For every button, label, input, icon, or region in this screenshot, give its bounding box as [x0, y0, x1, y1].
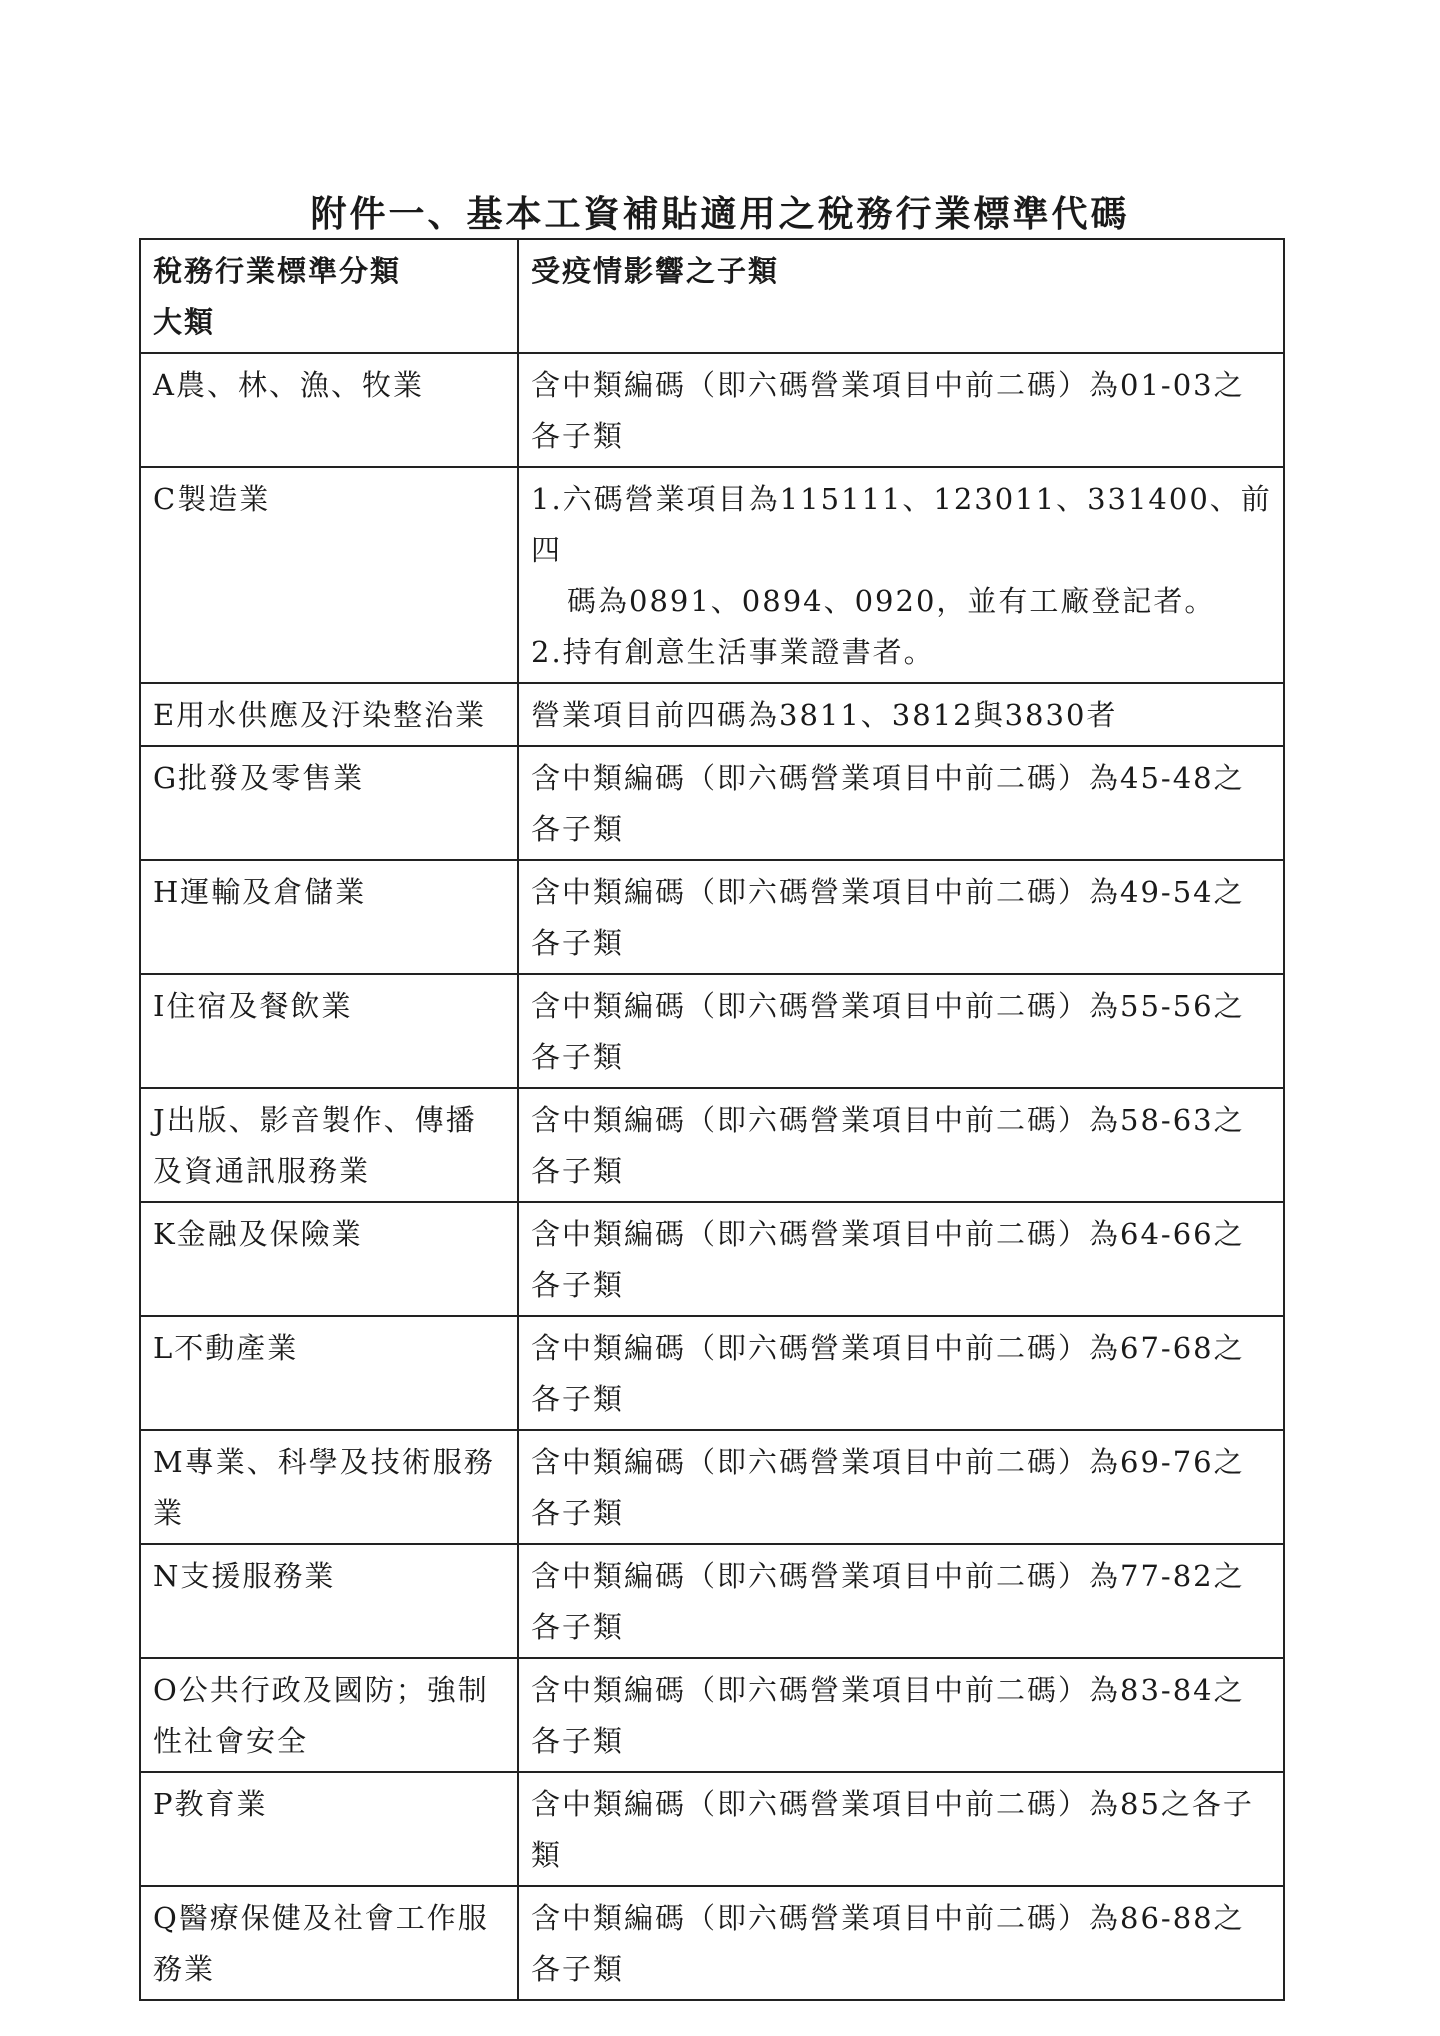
- subtype-item-1-line-1: 1.六碼營業項目為115111、123011、331400、前四: [531, 482, 1272, 567]
- table-row: [140, 1544, 1284, 1658]
- table-row: [140, 683, 1284, 746]
- subtype-cell: 含中類編碼（即六碼營業項目中前二碼）為45-48之各子類: [518, 746, 1284, 860]
- category-cell: G批發及零售業: [140, 746, 518, 860]
- category-cell: J出版、影音製作、傳播及資通訊服務業: [140, 1088, 518, 1202]
- category-cell: H運輸及倉儲業: [140, 860, 518, 974]
- category-cell: Q醫療保健及社會工作服務業: [140, 1886, 518, 2000]
- subtype-cell: 含中類編碼（即六碼營業項目中前二碼）為01-03之各子類: [518, 353, 1284, 467]
- table-row: [140, 1430, 1284, 1544]
- header-subtype: 受疫情影響之子類: [518, 239, 1284, 353]
- category-cell: N支援服務業: [140, 1544, 518, 1658]
- subtype-item-2: 2.持有創意生活事業證書者。: [531, 635, 935, 669]
- subtype-cell: [518, 467, 1284, 683]
- category-cell: P教育業: [140, 1772, 518, 1886]
- header-category-line1: 稅務行業標準分類: [153, 254, 402, 288]
- industry-code-table: [139, 238, 1285, 2001]
- subtype-cell: 含中類編碼（即六碼營業項目中前二碼）為58-63之各子類: [518, 1088, 1284, 1202]
- page-title: 附件一、基本工資補貼適用之稅務行業標準代碼: [310, 193, 1130, 235]
- subtype-cell: 含中類編碼（即六碼營業項目中前二碼）為69-76之各子類: [518, 1430, 1284, 1544]
- table-row: [140, 467, 1284, 683]
- table-row: [140, 1202, 1284, 1316]
- subtype-cell: 含中類編碼（即六碼營業項目中前二碼）為64-66之各子類: [518, 1202, 1284, 1316]
- subtype-cell: 含中類編碼（即六碼營業項目中前二碼）為55-56之各子類: [518, 974, 1284, 1088]
- category-cell: M專業、科學及技術服務業: [140, 1430, 518, 1544]
- subtype-cell: 含中類編碼（即六碼營業項目中前二碼）為67-68之各子類: [518, 1316, 1284, 1430]
- category-cell: C製造業: [140, 467, 518, 683]
- category-cell: K金融及保險業: [140, 1202, 518, 1316]
- table-row: [140, 974, 1284, 1088]
- table-header-row: [140, 239, 1284, 353]
- subtype-cell: 含中類編碼（即六碼營業項目中前二碼）為86-88之各子類: [518, 1886, 1284, 2000]
- table-row: [140, 1658, 1284, 1772]
- subtype-cell: 含中類編碼（即六碼營業項目中前二碼）為77-82之各子類: [518, 1544, 1284, 1658]
- subtype-cell: 含中類編碼（即六碼營業項目中前二碼）為49-54之各子類: [518, 860, 1284, 974]
- table-row: [140, 353, 1284, 467]
- table-row: [140, 860, 1284, 974]
- table-row: [140, 1886, 1284, 2000]
- table-row: [140, 1772, 1284, 1886]
- category-cell: I住宿及餐飲業: [140, 974, 518, 1088]
- subtype-cell: 含中類編碼（即六碼營業項目中前二碼）為83-84之各子類: [518, 1658, 1284, 1772]
- category-cell: E用水供應及汙染整治業: [140, 683, 518, 746]
- table-row: [140, 1088, 1284, 1202]
- subtype-cell: 營業項目前四碼為3811、3812與3830者: [518, 683, 1284, 746]
- category-cell: L不動產業: [140, 1316, 518, 1430]
- header-category: [140, 239, 518, 353]
- category-cell: O公共行政及國防；強制性社會安全: [140, 1658, 518, 1772]
- subtype-item-1-line-2: 碼為0891、0894、0920，並有工廠登記者。: [567, 584, 1216, 618]
- header-category-line2: 大類: [153, 305, 216, 339]
- table-row: [140, 746, 1284, 860]
- subtype-cell: 含中類編碼（即六碼營業項目中前二碼）為85之各子類: [518, 1772, 1284, 1886]
- category-cell: A農、林、漁、牧業: [140, 353, 518, 467]
- table-row: [140, 1316, 1284, 1430]
